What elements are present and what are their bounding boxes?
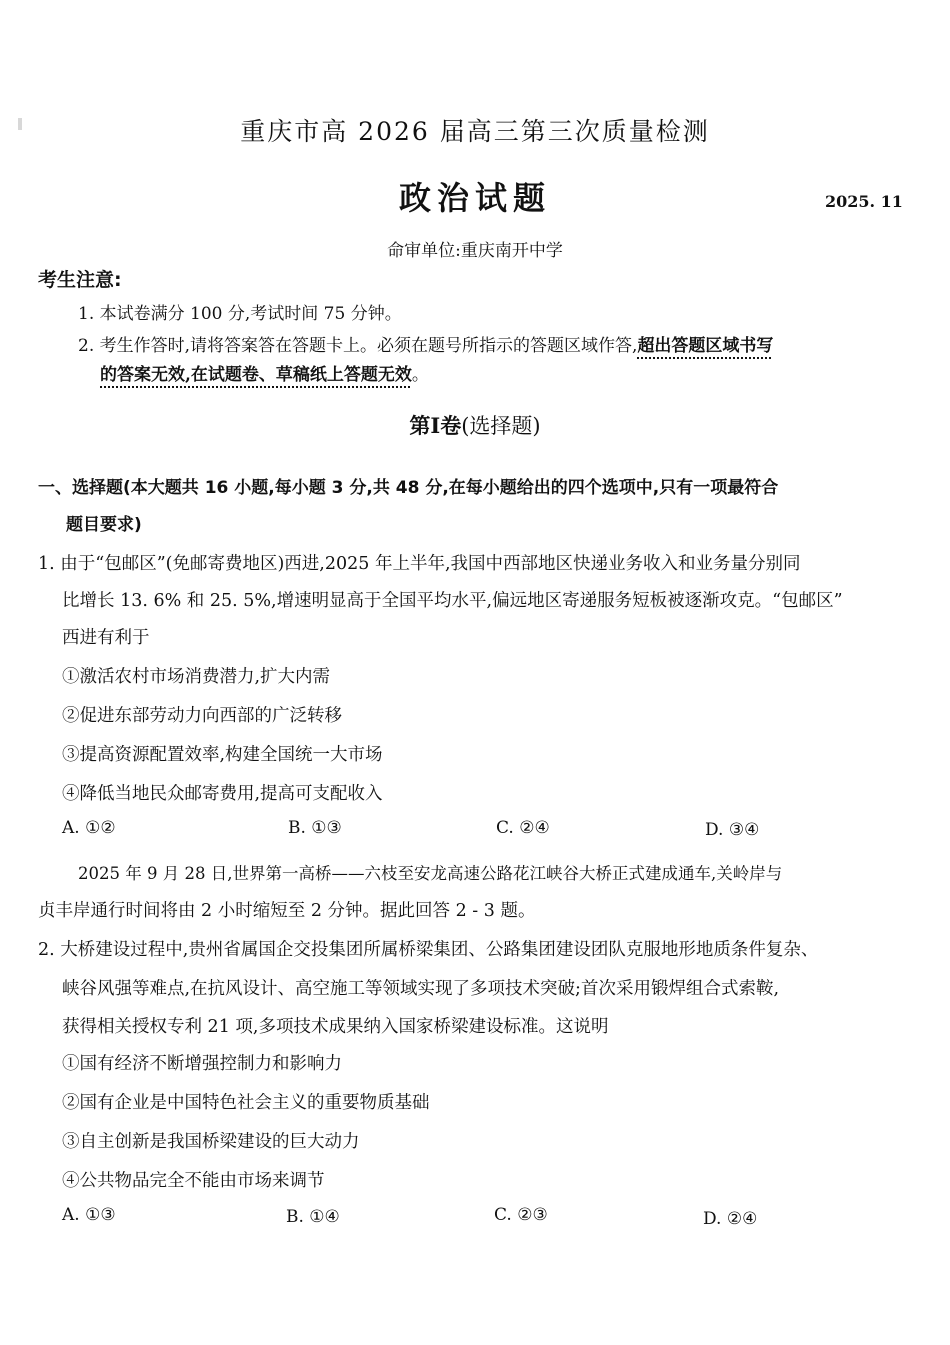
exam-title: 重庆市高 2026 届高三第三次质量检测 <box>240 117 710 146</box>
q1-statement-2: ②促进东部劳动力向西部的广泛转移 <box>62 706 342 726</box>
q1-stem-line-1: 1. 由于“包邮区”(免邮寄费地区)西进,2025 年上半年,我国中西部地区快递业务收入和业务量分别同 <box>38 554 801 574</box>
q2-statement-2: ②国有企业是中国特色社会主义的重要物质基础 <box>62 1093 430 1113</box>
q2-statement-3: ③自主创新是我国桥梁建设的巨大动力 <box>62 1132 360 1152</box>
q1-choice-d: D. ③④ <box>705 820 760 840</box>
q2-statement-4: ④公共物品完全不能由市场来调节 <box>62 1171 325 1191</box>
notice-heading: 考生注意: <box>38 269 122 291</box>
passage-line-2: 贞丰岸通行时间将由 2 小时缩短至 2 分钟。据此回答 2 - 3 题。 <box>38 901 536 921</box>
subject-title: 政治试题 <box>398 179 551 217</box>
q2-stem-line-2: 峡谷风强等难点,在抗风设计、高空施工等领域实现了多项技术突破;首次采用锻焊组合式索鞍, <box>62 979 780 999</box>
author-line: 命审单位:重庆南开中学 <box>387 241 563 261</box>
q2-statement-1: ①国有经济不断增强控制力和影响力 <box>62 1054 342 1074</box>
notice-item-2-text: 2. 考生作答时,请将答案答在答题卡上。必须在题号所指示的答题区域作答, <box>78 336 638 356</box>
part-heading-line-1: 一、选择题(本大题共 16 小题,每小题 3 分,共 48 分,在每小题给出的四个选项中,只有一项最符合 <box>38 478 779 498</box>
q1-statement-4: ④降低当地民众邮寄费用,提高可支配收入 <box>62 784 383 804</box>
q1-stem-line-2: 比增长 13. 6% 和 25. 5%,增速明显高于全国平均水平,偏远地区寄递服务短板被逐渐攻克。“包邮区” <box>62 591 843 611</box>
q1-statement-3: ③提高资源配置效率,构建全国统一大市场 <box>62 745 383 765</box>
notice-item-2-end: 。 <box>411 365 429 385</box>
section-title-main: 第Ⅰ卷 <box>409 413 462 438</box>
notice-item-2-emphasis-1: 超出答题区域书写 <box>637 336 774 356</box>
part-heading-line-2: 题目要求) <box>66 515 142 535</box>
q1-choice-c: C. ②④ <box>496 818 550 838</box>
section-title-paren: (选择题) <box>461 414 541 438</box>
q2-choice-c: C. ②③ <box>494 1205 548 1225</box>
q2-choice-d: D. ②④ <box>703 1209 758 1229</box>
q2-choice-a: A. ①③ <box>62 1205 116 1225</box>
q2-stem-line-3: 获得相关授权专利 21 项,多项技术成果纳入国家桥梁建设标准。这说明 <box>62 1017 609 1037</box>
notice-item-1: 1. 本试卷满分 100 分,考试时间 75 分钟。 <box>78 304 402 324</box>
q2-stem-line-1: 2. 大桥建设过程中,贵州省属国企交投集团所属桥梁集团、公路集团建设团队克服地形地质条件复杂、 <box>38 940 819 960</box>
q2-choice-b: B. ①④ <box>286 1207 340 1227</box>
passage-line-1: 2025 年 9 月 28 日,世界第一高桥——六枝至安龙高速公路花江峡谷大桥正式建成通车,关岭岸与 <box>78 864 783 883</box>
notice-item-2-line-2 <box>100 364 429 386</box>
exam-date: 2025. 11 <box>825 192 903 211</box>
q1-stem-line-3: 西进有利于 <box>62 628 150 648</box>
q1-choice-a: A. ①② <box>62 818 116 838</box>
q1-choice-b: B. ①③ <box>288 818 342 838</box>
notice-item-2-emphasis-2: 的答案无效,在试题卷、草稿纸上答题无效 <box>100 365 412 385</box>
q1-statement-1: ①激活农村市场消费潜力,扩大内需 <box>62 667 331 687</box>
notice-item-2-line-1 <box>78 335 773 357</box>
section-title <box>0 410 950 440</box>
